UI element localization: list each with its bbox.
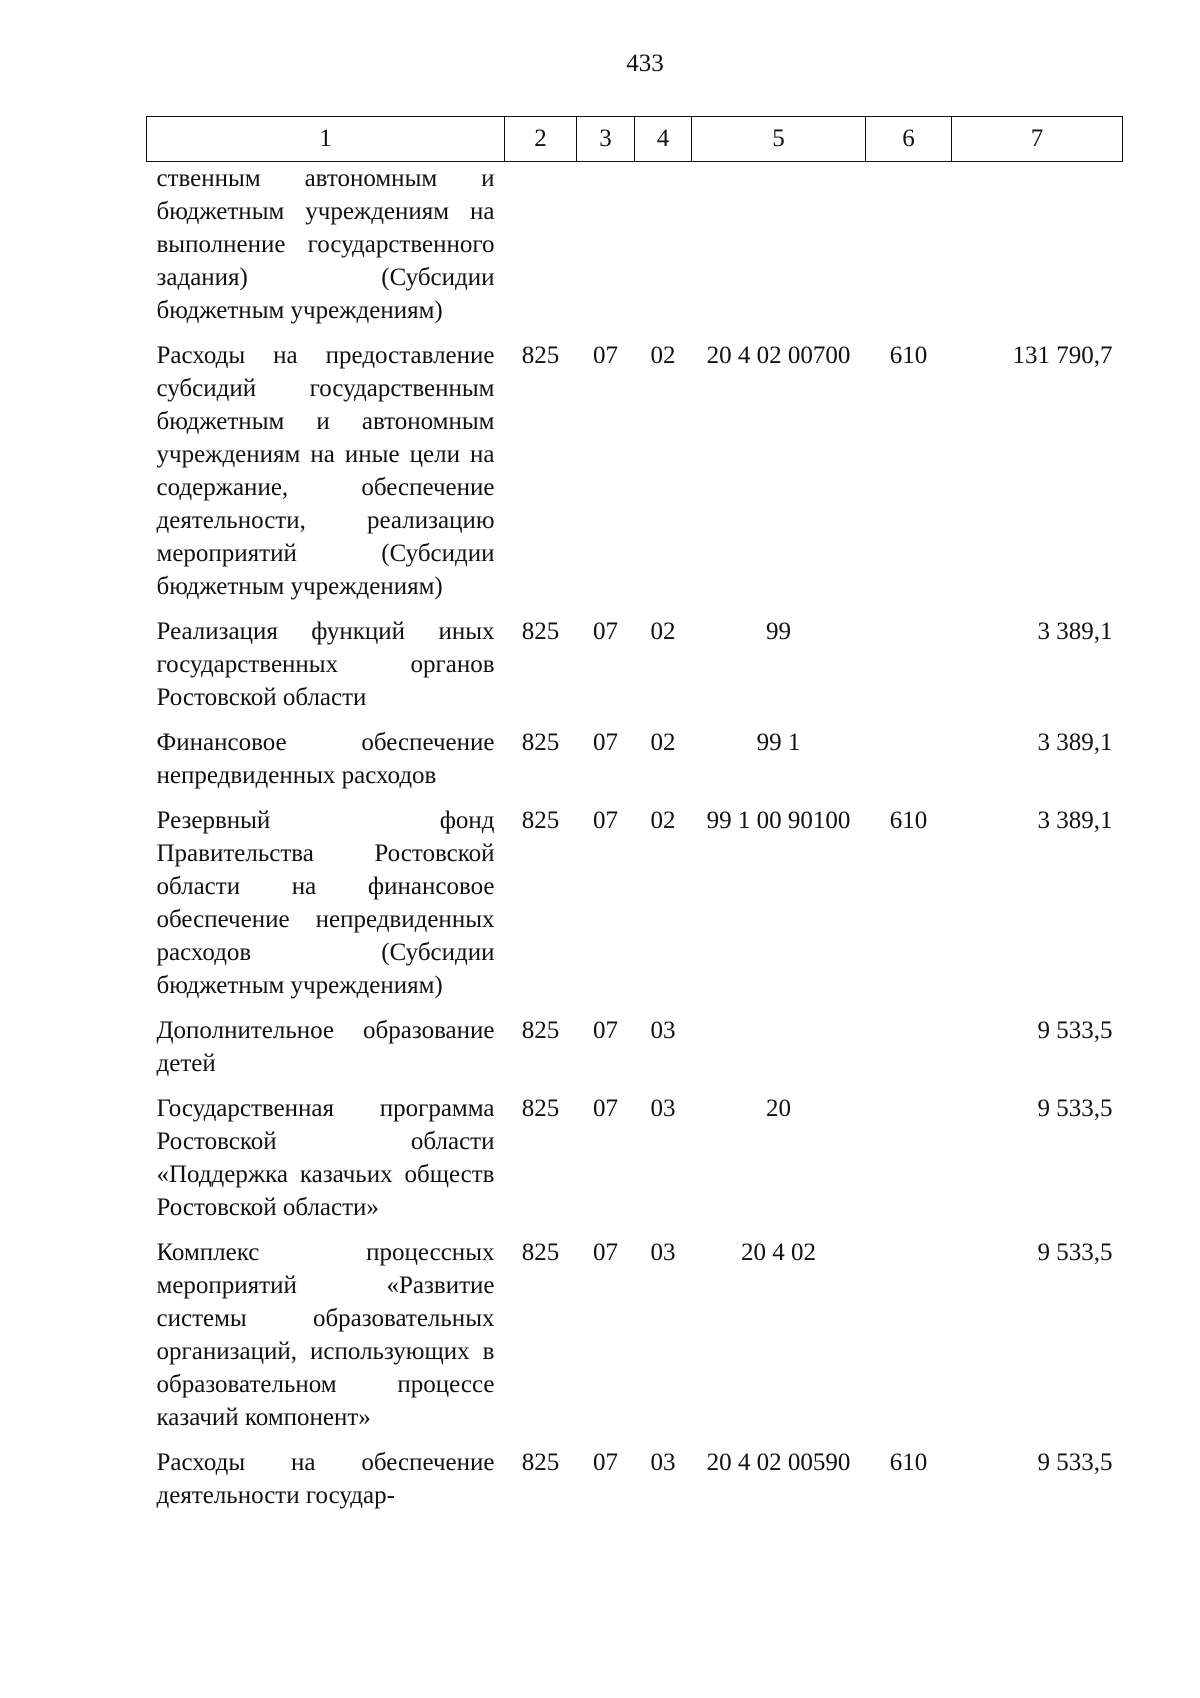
table-header bbox=[147, 117, 1123, 162]
table-row bbox=[147, 804, 1123, 1014]
row-section: 07 bbox=[593, 729, 618, 756]
page-number: 433 bbox=[626, 50, 664, 77]
row-amount: 3 389,1 bbox=[1037, 618, 1113, 645]
row-description: Резервный фонд Правительства Ростовской области на финансовое обеспечение непредвиденных расходов (Субсидии бюджетным учреждениям) bbox=[156, 807, 495, 999]
row-target-article: 99 1 bbox=[756, 729, 801, 756]
row-admin-code: 825 bbox=[521, 1095, 560, 1122]
row-target-article: 20 4 02 bbox=[741, 1239, 816, 1266]
row-subsection: 03 bbox=[650, 1095, 676, 1122]
row-expense-type bbox=[866, 162, 952, 340]
table-row bbox=[147, 1236, 1123, 1446]
row-section bbox=[577, 162, 635, 340]
row-expense-type bbox=[866, 726, 952, 804]
row-subsection bbox=[635, 162, 692, 340]
row-description: Комплекс процессных мероприятий «Развитие системы образовательных организаций, использующих в образовательном процессе казачий компонент» bbox=[156, 1239, 495, 1431]
row-admin-code bbox=[505, 162, 577, 340]
row-section: 07 bbox=[593, 618, 618, 645]
table-row bbox=[147, 1014, 1123, 1092]
table-row bbox=[147, 615, 1123, 726]
row-section: 07 bbox=[593, 1017, 618, 1044]
row-expense-type: 610 bbox=[889, 1449, 928, 1476]
table-row bbox=[147, 726, 1123, 804]
row-admin-code: 825 bbox=[521, 807, 560, 834]
header-col-4: 4 bbox=[635, 117, 692, 162]
row-amount: 9 533,5 bbox=[1037, 1449, 1113, 1476]
row-subsection: 03 bbox=[650, 1239, 676, 1266]
row-description: ственным автономным и бюджетным учреждениям на выполнение государственного задания) (Субсидии бюджетным учреждениям) bbox=[156, 165, 495, 324]
table-body bbox=[147, 162, 1123, 1525]
row-amount: 9 533,5 bbox=[1037, 1017, 1113, 1044]
header-row bbox=[147, 117, 1123, 162]
row-admin-code: 825 bbox=[521, 729, 560, 756]
header-col-6: 6 bbox=[866, 117, 952, 162]
row-target-article: 20 bbox=[766, 1095, 791, 1122]
table-row bbox=[147, 339, 1123, 615]
table-row bbox=[147, 1446, 1123, 1524]
row-admin-code: 825 bbox=[521, 1239, 560, 1266]
row-target-article: 20 4 02 00590 bbox=[706, 1449, 851, 1476]
row-amount: 131 790,7 bbox=[1012, 342, 1113, 369]
row-amount: 9 533,5 bbox=[1037, 1095, 1113, 1122]
row-expense-type bbox=[866, 1014, 952, 1092]
row-target-article bbox=[692, 162, 866, 340]
table-row bbox=[147, 162, 1123, 340]
header-col-1: 1 bbox=[147, 117, 505, 162]
row-expense-type: 610 bbox=[889, 342, 928, 369]
row-admin-code: 825 bbox=[521, 618, 560, 645]
row-description: Дополнительное образование детей bbox=[156, 1017, 495, 1077]
row-subsection: 02 bbox=[650, 342, 676, 369]
row-target-article: 99 bbox=[766, 618, 791, 645]
row-section: 07 bbox=[593, 342, 618, 369]
row-amount: 3 389,1 bbox=[1037, 729, 1113, 756]
header-col-7: 7 bbox=[952, 117, 1123, 162]
table-row bbox=[147, 1092, 1123, 1236]
row-target-article bbox=[692, 1014, 866, 1092]
row-subsection: 02 bbox=[650, 729, 676, 756]
row-target-article: 20 4 02 00700 bbox=[706, 342, 851, 369]
row-subsection: 03 bbox=[650, 1449, 676, 1476]
budget-table bbox=[146, 116, 1123, 1524]
header-col-5: 5 bbox=[692, 117, 866, 162]
row-expense-type bbox=[866, 1236, 952, 1446]
row-subsection: 02 bbox=[650, 618, 676, 645]
row-target-article: 99 1 00 90100 bbox=[706, 807, 851, 834]
row-amount: 9 533,5 bbox=[1037, 1239, 1113, 1266]
row-description: Государственная программа Ростовской области «Поддержка казачьих обществ Ростовской области» bbox=[156, 1095, 495, 1221]
row-description: Реализация функций иных государственных органов Ростовской области bbox=[156, 618, 495, 711]
row-section: 07 bbox=[593, 1449, 618, 1476]
row-section: 07 bbox=[593, 1095, 618, 1122]
row-description: Расходы на предоставление субсидий государственным бюджетным и автономным учреждениям на иные цели на содержание, обеспечение деятельности, реализацию мероприятий (Субсидии бюджетным учреждениям) bbox=[156, 342, 495, 600]
row-description: Расходы на обеспечение деятельности государ- bbox=[156, 1449, 495, 1509]
row-amount bbox=[952, 162, 1123, 340]
header-col-3: 3 bbox=[577, 117, 635, 162]
row-expense-type: 610 bbox=[889, 807, 928, 834]
row-section: 07 bbox=[593, 807, 618, 834]
row-expense-type bbox=[866, 615, 952, 726]
row-expense-type bbox=[866, 1092, 952, 1236]
row-admin-code: 825 bbox=[521, 342, 560, 369]
row-subsection: 03 bbox=[650, 1017, 676, 1044]
row-admin-code: 825 bbox=[521, 1017, 560, 1044]
row-section: 07 bbox=[593, 1239, 618, 1266]
row-subsection: 02 bbox=[650, 807, 676, 834]
row-description: Финансовое обеспечение непредвиденных расходов bbox=[156, 729, 495, 789]
header-col-2: 2 bbox=[505, 117, 577, 162]
row-amount: 3 389,1 bbox=[1037, 807, 1113, 834]
row-admin-code: 825 bbox=[521, 1449, 560, 1476]
